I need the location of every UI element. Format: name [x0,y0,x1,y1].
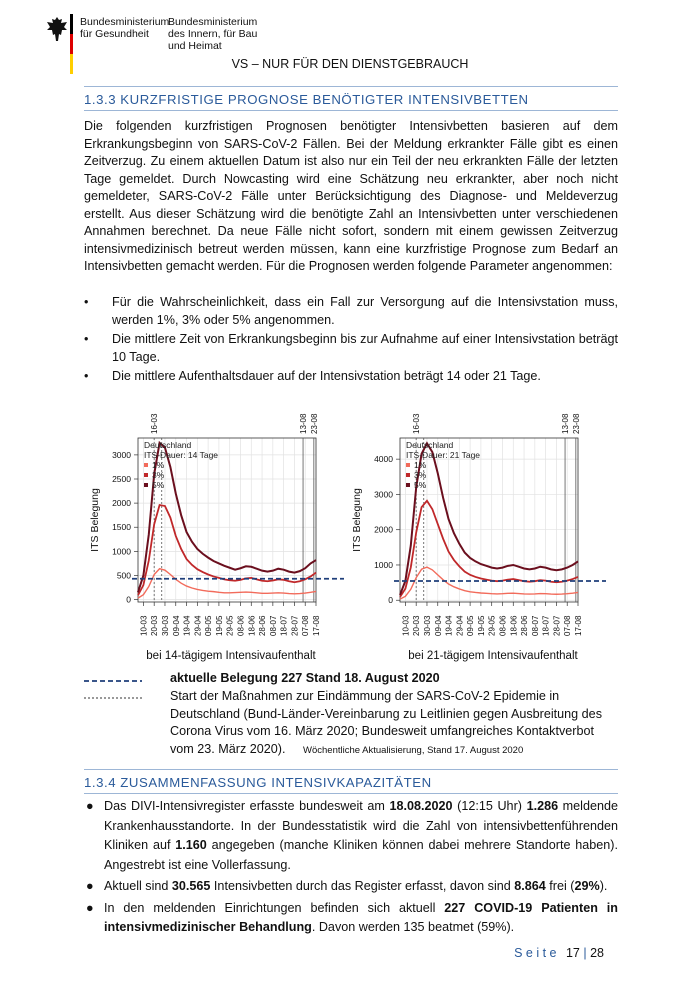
y-tick-label: 3000 [112,449,131,460]
y-tick-label: 0 [388,595,393,606]
x-tick-label: 30-03 [160,615,170,636]
list-item: • Die mittlere Zeit von Erkrankungsbeginn bis zur Aufnahme auf einer Intensivstation beträgt 10 Tage. [84,332,618,364]
top-date-label: 23-08 [571,413,581,434]
flag-black [70,14,73,34]
flag-red [70,34,73,54]
x-tick-label: 08-06 [236,615,246,636]
legend-swatch [144,463,148,467]
x-tick-label: 28-06 [520,615,530,636]
legend-title: ITS-Dauer: 21 Tage [406,450,481,460]
section-title-forecast: 1.3.3 KURZFRISTIGE PROGNOSE BENÖTIGTER INTENSIVBETTEN [84,92,529,107]
legend-label: 3% [152,470,165,480]
x-tick-label: 08-07 [530,615,540,636]
chart-caption: bei 14-tägigem Intensivaufenthalt [146,650,316,662]
x-tick-label: 09-04 [171,615,181,636]
y-tick-label: 4000 [374,454,393,465]
y-tick-label: 1000 [112,546,131,557]
page-footer: S e i t e 17 | 28 [514,946,604,960]
top-date-label: 16-03 [412,413,422,434]
legend-title: Deutschland [144,440,192,450]
charts-container [84,394,583,669]
ministry-health: Bundesministerium für Gesundheit [80,16,170,40]
x-tick-label: 08-07 [268,615,278,636]
legend-title: Deutschland [406,440,454,450]
x-tick-label: 07-08 [563,615,573,636]
x-tick-label: 28-07 [552,615,562,636]
chart-caption: bei 21-tägigem Intensivaufenthalt [408,650,578,662]
y-tick-label: 1000 [374,559,393,570]
bullet-marker: ● [86,879,94,893]
x-tick-label: 29-05 [487,615,497,636]
measures-start-label: Start der Maßnahmen zur Eindämmung der SARS-CoV-2 Epidemie in Deutschland (Bund-Länder-Vereinbarung zu Leitlinien gegen Ausbreitung des Corona Virus vom 16. März 2020; Bundesweit umfangreiches Kontaktverbot vom 23. März 2020). Wöchentliche Aktualisierung, Stand 17. August 2020 [170,689,602,756]
section-title-summary: 1.3.4 ZUSAMMENFASSUNG INTENSIVKAPAZITÄTEN [84,775,432,790]
section-rule-top [84,86,618,87]
legend-swatch [144,473,148,477]
chart-14-days [84,394,346,664]
list-item: • Die mittlere Aufenthaltsdauer auf der Intensivstation beträgt 14 oder 21 Tage. [84,368,618,386]
legend-label: 5% [414,480,427,490]
y-tick-label: 3000 [374,489,393,500]
top-date-label: 13-08 [561,413,571,434]
x-tick-label: 10-03 [139,615,149,636]
y-tick-label: 0 [126,594,131,605]
bullet-marker: • [84,369,89,383]
legend-label: 1% [152,460,165,470]
x-tick-label: 08-06 [498,615,508,636]
x-tick-label: 09-05 [466,615,476,636]
dashed-line-sample-start [84,693,144,703]
x-tick-label: 07-08 [301,615,311,636]
x-tick-label: 20-03 [412,615,422,636]
bullet-marker: • [84,332,89,346]
x-tick-label: 09-04 [433,615,443,636]
y-tick-label: 1500 [112,522,131,533]
x-tick-label: 18-06 [509,615,519,636]
x-tick-label: 29-04 [455,615,465,636]
bullet-marker: ● [86,900,94,915]
page-number: 17 [565,946,580,960]
section2-rule-bottom [84,793,618,794]
bullet-marker: • [84,295,89,309]
forecast-paragraph: Die folgenden kurzfristigen Prognosen benötigter Intensivbetten basieren auf dem Erkrankungsbeginn von SARS-CoV-2 Fällen. Bei der Meldung erkrankter Fälle gibt es einen Zeitverzug. Zu einem aktuellen Datum ist also nur ein Teil der neu erkrankten Fälle der letzten Tage gemeldet. Durch Nowcasting wird eine Schätzung neu erkrankter, aber noch nicht gemeldeter, SARS-CoV-2 Fälle unter Berücksichtigung des Diagnose- und Meldeverzug erstellt. Aus dieser Schätzung wird die benötigte Zahl an Intensivbetten unter verschiedenen Annahmen berechnet. Da neue Fälle nicht sofort, sondern mit einem gewissen Zeitverzug intensivmedizinisch betreut werden müssen, kann eine kurzfristige Prognose zum Bedarf an Intensivbetten gemacht werden. Für die Prognosen werden folgende Parameter angenommen: [84,119,618,273]
legend-label: 3% [414,470,427,480]
x-tick-label: 29-04 [193,615,203,636]
x-tick-label: 28-06 [258,615,268,636]
page-total: 28 [590,946,604,960]
x-tick-label: 19-05 [214,615,224,636]
update-note: Wöchentliche Aktualisierung, Stand 17. August 2020 [303,744,524,756]
dashed-line-sample-current [84,676,144,686]
x-tick-label: 18-06 [247,615,257,636]
y-tick-label: 2000 [374,524,393,535]
section2-rule-top [84,769,618,770]
top-date-label: 16-03 [150,413,160,434]
x-tick-label: 19-04 [182,615,192,636]
y-axis-label: ITS Belegung [351,488,363,552]
current-occupancy-label: aktuelle Belegung 227 Stand 18. August 2020 [170,671,440,685]
x-tick-label: 28-07 [290,615,300,636]
x-tick-label: 19-05 [476,615,486,636]
federal-eagle-icon [46,16,68,42]
x-tick-label: 09-05 [204,615,214,636]
legend-swatch [406,483,410,487]
legend-swatch [406,473,410,477]
list-item: ● Aktuell sind 30.565 Intensivbetten durch das Register erfasst, davon sind 8.864 frei (29%). [84,877,618,897]
parameter-list [84,294,618,388]
section-rule-bottom [84,110,618,111]
legend-label: 5% [152,480,165,490]
legend-swatch [406,463,410,467]
y-tick-label: 2000 [112,498,131,509]
summary-list [84,797,618,940]
x-tick-label: 10-03 [401,615,411,636]
legend-swatch [144,483,148,487]
top-date-label: 23-08 [309,413,319,434]
x-tick-label: 17-08 [574,615,583,636]
x-tick-label: 20-03 [150,615,160,636]
classification-label: VS – NUR FÜR DEN DIENSTGEBRAUCH [231,57,469,71]
y-axis-label: ITS Belegung [89,488,101,552]
x-tick-label: 17-08 [312,615,321,636]
x-tick-label: 18-07 [541,615,551,636]
legend-label: 1% [414,460,427,470]
y-tick-label: 2500 [112,474,131,484]
page-separator: | [583,946,587,960]
ministry-interior: Bundesministerium des Innern, für Bau und Heimat [168,16,258,52]
x-tick-label: 19-04 [444,615,454,636]
x-tick-label: 18-07 [279,615,289,636]
list-item: • Für die Wahrscheinlichkeit, dass ein Fall zur Versorgung auf die Intensivstation muss, werden 1%, 3% oder 5% angenommen. [84,295,618,327]
top-date-label: 13-08 [299,413,309,434]
list-item: ● In den meldenden Einrichtungen befinden sich aktuell 227 COVID-19 Patienten in intensivmedizinischer Behandlung. Davon werden 135 beatmet (59%). [86,900,618,934]
bullet-marker: ● [86,799,94,813]
y-tick-label: 500 [116,570,131,581]
chart-21-days [346,394,608,664]
legend-title: ITS-Dauer: 14 Tage [144,450,219,460]
x-tick-label: 30-03 [422,615,432,636]
list-item: ● Das DIVI-Intensivregister erfasste bundesweit am 18.08.2020 (12:15 Uhr) 1.286 meldende Krankenhausstandorte. In der Bundesstatistik wird die Zahl von intensivbettenführenden Kliniken auf 1.160 angegeben (manche Kliniken können dabei mehrere Standorte haben). Angestrebt ist eine Vollerfassung. [86,799,619,872]
x-tick-label: 29-05 [225,615,235,636]
